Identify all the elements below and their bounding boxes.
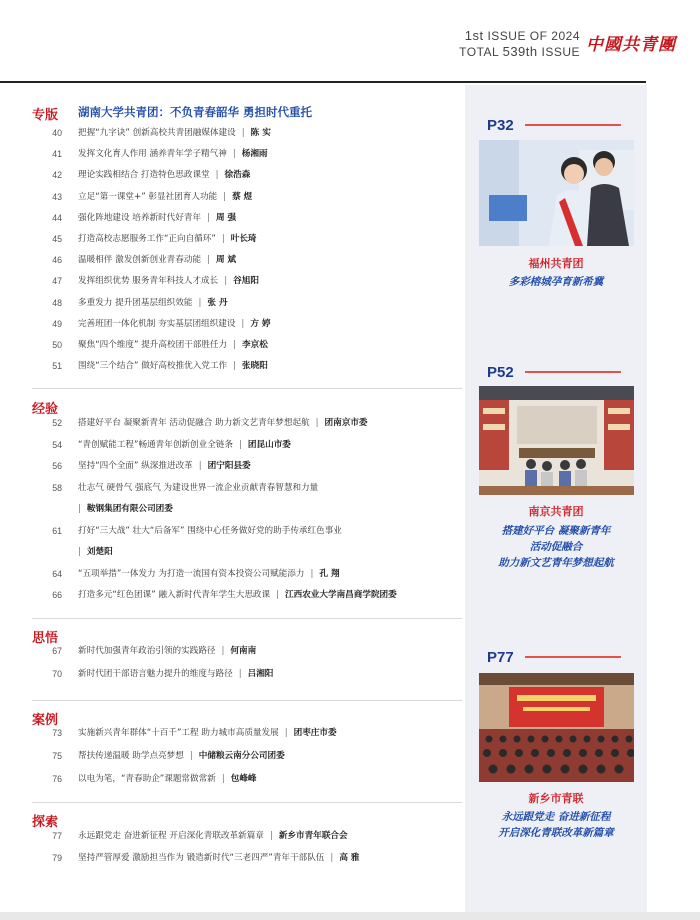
toc-row[interactable] — [32, 415, 462, 432]
toc-page-number: 54 — [52, 439, 62, 450]
toc-author: 吕湘阳 — [247, 669, 274, 679]
header-divider — [0, 81, 646, 83]
toc-title: 多重发力 提升团基层组织效能 — [78, 297, 193, 308]
toc-separator: | — [223, 191, 227, 202]
sidebar-caption-title: 永远跟党走 奋进新征程 — [501, 811, 611, 823]
toc-separator: | — [221, 234, 225, 244]
toc-page-number: 58 — [52, 482, 62, 493]
toc-author: 新乡市青年联合会 — [278, 831, 348, 841]
toc-separator: | — [78, 504, 81, 514]
toc-author: 包峰峰 — [230, 774, 257, 784]
section-title-siwu: 思悟 — [32, 631, 59, 646]
section-title-tansuo: 探索 — [32, 815, 59, 830]
toc-entry — [78, 316, 271, 333]
masthead-logo: 中國共青團 — [586, 35, 676, 55]
toc-row[interactable] — [32, 666, 462, 683]
sidebar-caption-title: 助力新文艺青年梦想起航 — [498, 557, 614, 569]
toc-title: 新时代加强青年政治引领的实践路径 — [78, 646, 216, 656]
toc-page-number: 77 — [52, 831, 62, 841]
toc-title: 新时代团干部语言魅力提升的维度与路径 — [78, 669, 233, 679]
toc-author: 叶长琦 — [230, 234, 257, 244]
toc-page-number: 51 — [52, 361, 62, 372]
toc-row[interactable] — [32, 566, 462, 583]
toc-page-number: 73 — [52, 728, 62, 738]
sidebar-stripe — [525, 371, 621, 373]
toc-separator: | — [189, 751, 193, 761]
toc-row[interactable] — [32, 748, 462, 765]
toc-separator: | — [215, 170, 219, 181]
sidebar-stripe — [525, 124, 621, 126]
sidebar-page-number: P77 — [487, 649, 514, 666]
sidebar-stripe — [525, 656, 621, 658]
section-divider — [32, 700, 462, 701]
toc-page-number: 56 — [52, 461, 62, 471]
page-bottom-edge — [0, 912, 700, 920]
sidebar-caption-org: 新乡市青联 — [528, 792, 584, 805]
toc-separator: | — [198, 297, 202, 308]
sidebar-caption-title: 多彩榕城孕育新希冀 — [508, 276, 604, 288]
toc-page-number: 48 — [52, 297, 62, 308]
toc-entry — [78, 850, 360, 867]
toc-entry — [78, 125, 271, 142]
toc-row[interactable] — [32, 725, 462, 742]
section-divider — [32, 802, 462, 803]
toc-separator: | — [269, 831, 273, 841]
toc-row[interactable] — [32, 295, 462, 312]
toc-separator: | — [284, 728, 288, 738]
toc-row[interactable] — [32, 337, 462, 354]
section-title-jingyan: 经验 — [32, 402, 59, 417]
toc-row[interactable] — [32, 850, 462, 867]
toc-page-number: 66 — [52, 590, 62, 600]
issue-line — [465, 28, 580, 43]
toc-page-number: 67 — [52, 646, 62, 656]
toc-title: 打造高校志愿服务工作“正向自循环” — [78, 234, 216, 244]
total-issue-line — [459, 44, 580, 59]
toc-author: 李京松 — [242, 340, 268, 350]
toc-title: 温暖相伴 激发创新创业青春动能 — [78, 255, 202, 266]
total-number: 539th — [502, 44, 538, 59]
toc-page-number: 52 — [52, 418, 62, 428]
toc-title: 强化阵地建设 培养新时代好青年 — [78, 212, 202, 223]
toc-separator: | — [239, 439, 242, 450]
toc-title: 帮扶传递温暖 助学点亮梦想 — [78, 751, 184, 761]
section-divider — [32, 388, 462, 389]
toc-title: 打好“三大战” 壮大“后备军” 围绕中心任务做好党的助手传承红色事业 — [78, 525, 342, 536]
toc-entry — [78, 725, 337, 742]
toc-title: 立足“第一课堂+” 彰显社团育人功能 — [78, 191, 218, 202]
toc-row[interactable] — [32, 643, 462, 660]
toc-row[interactable] — [32, 125, 462, 142]
total-label: TOTAL — [459, 45, 499, 59]
toc-author: 团枣庄市委 — [293, 728, 337, 738]
toc-separator: | — [310, 568, 314, 579]
toc-page-number: 41 — [52, 149, 62, 160]
toc-row[interactable] — [32, 523, 462, 540]
toc-entry — [78, 771, 257, 788]
toc-separator: | — [224, 276, 228, 287]
toc-page-number: 61 — [52, 525, 62, 536]
toc-row[interactable] — [32, 828, 462, 845]
toc-author: 高 雅 — [339, 853, 360, 863]
toc-title: 完善班团一体化机制 夯实基层团组织建设 — [78, 318, 236, 329]
toc-author: 蔡 煜 — [232, 191, 253, 202]
toc-entry — [78, 643, 256, 660]
toc-title: 把握“九字诀” 创新高校共青团融媒体建设 — [78, 128, 236, 138]
toc-entry — [78, 146, 268, 163]
toc-row[interactable] — [32, 458, 462, 475]
toc-author-line — [78, 544, 113, 561]
toc-entry — [78, 415, 368, 432]
sidebar-photo-xinxiang[interactable] — [479, 673, 634, 782]
toc-row[interactable] — [32, 189, 462, 206]
toc-page-number: 75 — [52, 751, 62, 761]
toc-entry — [78, 167, 250, 184]
toc-title: 发挥组织优势 服务青年科技人才成长 — [78, 276, 219, 287]
section-title-anli: 案例 — [32, 713, 59, 728]
toc-author: 张 丹 — [207, 297, 228, 308]
toc-entry — [78, 358, 268, 375]
toc-title: 壮志气 硬骨气 强底气 为建设世界一流企业贡献青春智慧和力量 — [78, 482, 319, 493]
toc-title: 永远跟党走 奋进新征程 开启深化青联改革新篇章 — [78, 831, 264, 841]
toc-author: 中储粮云南分公司团委 — [198, 751, 285, 761]
toc-separator: | — [221, 646, 225, 656]
sidebar-caption-org: 南京共青团 — [528, 505, 584, 518]
sidebar-caption-org: 福州共青团 — [528, 257, 584, 270]
photo-illustration — [479, 140, 634, 246]
toc-separator: | — [207, 212, 210, 223]
toc-row[interactable] — [32, 273, 462, 290]
toc-author: 徐浩森 — [224, 170, 251, 181]
toc-title: 打造多元“红色团课” 融入新时代青年学生大思政课 — [78, 590, 271, 600]
toc-entry — [78, 273, 259, 290]
toc-entry — [78, 666, 273, 683]
section-divider — [32, 618, 462, 619]
toc-entry — [78, 189, 252, 206]
toc-entry — [78, 480, 318, 497]
toc-separator: | — [233, 340, 237, 350]
toc-author: 团南京市委 — [324, 418, 368, 428]
toc-entry — [78, 587, 397, 604]
toc-row[interactable] — [32, 771, 462, 788]
sidebar-page-number: P32 — [487, 117, 514, 134]
toc-author: 鞍钢集团有限公司团委 — [86, 504, 173, 514]
photo-illustration — [479, 386, 634, 495]
toc-row[interactable] — [32, 146, 462, 163]
toc-author: 团昆山市委 — [247, 439, 291, 450]
toc-author: 方 婷 — [250, 318, 271, 329]
toc-title: 理论实践相结合 打造特色思政课堂 — [78, 170, 210, 181]
toc-author: 孔 翔 — [319, 568, 340, 579]
toc-separator: | — [276, 590, 280, 600]
toc-title: 发挥文化育人作用 涵养青年学子精气神 — [78, 149, 227, 160]
toc-separator: | — [232, 149, 236, 160]
toc-entry — [78, 337, 268, 354]
toc-entry — [78, 252, 236, 269]
sidebar-page-number: P52 — [487, 364, 514, 381]
toc-author: 江西农业大学南昌商学院团委 — [285, 590, 397, 600]
photo-illustration — [479, 673, 634, 782]
toc-title: 围绕“三个结合” 做好高校推优入党工作 — [78, 361, 228, 372]
toc-entry — [78, 210, 236, 227]
issue-number: 1st — [464, 28, 484, 43]
total-issue-label: ISSUE — [541, 45, 580, 59]
toc-separator: | — [221, 774, 225, 784]
toc-row[interactable] — [32, 167, 462, 184]
toc-page-number: 79 — [52, 853, 62, 863]
toc-entry — [78, 295, 228, 312]
toc-row[interactable] — [32, 587, 462, 604]
feature-title[interactable]: 湖南大学共青团：不负青春韶华 勇担时代重托 — [78, 105, 313, 119]
toc-page-number: 45 — [52, 234, 62, 244]
toc-separator: | — [238, 669, 242, 679]
toc-separator: | — [78, 547, 81, 557]
toc-author: 周 斌 — [215, 255, 237, 266]
toc-author: 陈 实 — [250, 128, 271, 138]
toc-entry — [78, 231, 257, 248]
toc-page-number: 42 — [52, 170, 62, 181]
toc-page-number: 40 — [52, 128, 62, 138]
toc-separator: | — [233, 361, 237, 372]
toc-row[interactable] — [32, 480, 462, 497]
toc-entry — [78, 566, 340, 583]
toc-separator: | — [198, 461, 202, 471]
toc-page-number: 50 — [52, 340, 62, 350]
sidebar-photo-nanjing[interactable] — [479, 386, 634, 495]
issue-of-label: ISSUE OF 2024 — [487, 29, 580, 43]
toc-row[interactable] — [32, 316, 462, 333]
toc-row[interactable] — [32, 437, 462, 454]
toc-author: 周 强 — [215, 212, 237, 223]
toc-separator: | — [330, 853, 334, 863]
toc-row[interactable] — [32, 210, 462, 227]
toc-entry — [78, 748, 285, 765]
toc-page-number: 46 — [52, 255, 62, 266]
toc-author: 谷旭阳 — [233, 276, 259, 287]
toc-entry — [78, 523, 342, 540]
toc-author: 何南南 — [230, 646, 257, 656]
sidebar-photo-fuzhou[interactable] — [479, 140, 634, 246]
toc-separator: | — [315, 418, 319, 428]
toc-author: 张晓阳 — [242, 361, 268, 372]
toc-page-number: 47 — [52, 276, 62, 287]
toc-author: 刘楚阳 — [86, 547, 113, 557]
toc-page-number: 70 — [52, 669, 62, 679]
toc-title: “青创赋能工程”畅通青年创新创业全链条 — [78, 439, 233, 450]
toc-entry — [78, 458, 251, 475]
toc-title: “五项举措”一体发力 为打造一流国有资本投资公司赋能添力 — [78, 568, 305, 579]
toc-row[interactable] — [32, 358, 462, 375]
toc-page-number: 49 — [52, 318, 62, 329]
toc-title: 聚焦“四个维度” 提升高校团干部胜任力 — [78, 340, 228, 350]
sidebar-caption-title: 开启深化青联改革新篇章 — [498, 827, 614, 839]
toc-title: 坚持“四个全面” 纵深推进改革 — [78, 461, 193, 471]
toc-page-number: 64 — [52, 568, 62, 579]
sidebar-caption-title: 活动促融合 — [529, 541, 583, 553]
toc-entry — [78, 437, 291, 454]
toc-entry — [78, 828, 348, 845]
toc-title: 实施新兴青年群体“十百千”工程 助力城市高质量发展 — [78, 728, 279, 738]
toc-separator: | — [241, 318, 245, 329]
toc-row[interactable] — [32, 231, 462, 248]
toc-page-number: 43 — [52, 191, 62, 202]
toc-page-number: 76 — [52, 774, 62, 784]
toc-title: 搭建好平台 凝聚新青年 活动促融合 助力新文艺青年梦想起航 — [78, 418, 310, 428]
toc-author: 团宁阳县委 — [207, 461, 251, 471]
toc-title: 以电为笔，“青春助企”课题常做常新 — [78, 774, 216, 784]
toc-author: 杨湘雨 — [241, 149, 268, 160]
toc-author-line — [78, 501, 173, 518]
toc-separator: | — [241, 128, 245, 138]
toc-separator: | — [207, 255, 210, 266]
section-title-zhuanban: 专版 — [32, 108, 59, 123]
toc-row[interactable] — [32, 252, 462, 269]
toc-page-number: 44 — [52, 212, 62, 223]
toc-title: 坚持严管厚爱 激励担当作为 锻造新时代“三老四严”青年干部队伍 — [78, 853, 325, 863]
sidebar-caption-title: 搭建好平台 凝聚新青年 — [501, 525, 611, 537]
